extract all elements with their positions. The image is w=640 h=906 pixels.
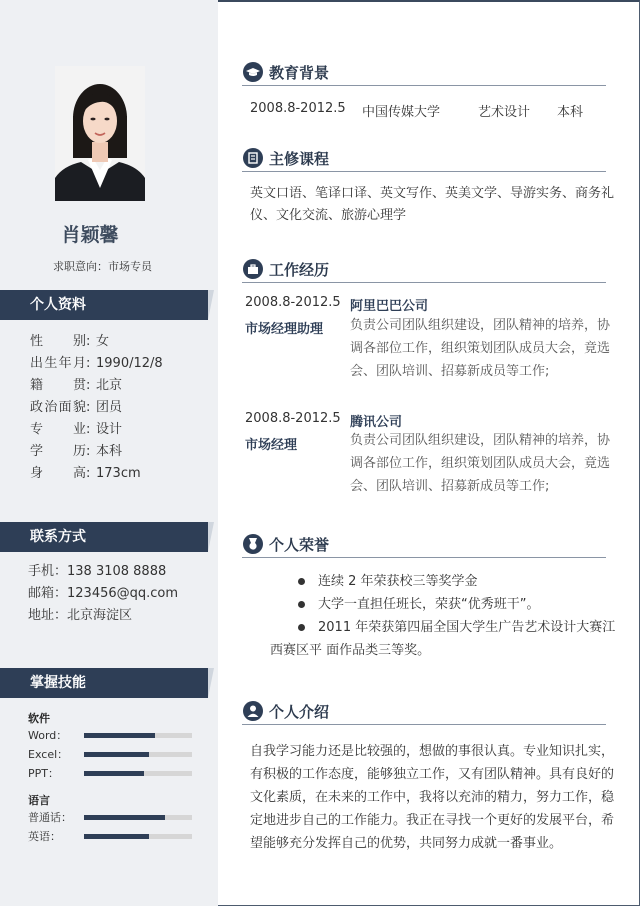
info-row-hometown: 籍 贯: 北京	[30, 376, 122, 396]
info-value: 团员	[96, 400, 123, 415]
graduation-cap-icon	[243, 62, 263, 82]
info-row-major: 专 业: 设计	[30, 420, 122, 440]
candidate-name: 肖颖馨	[61, 224, 119, 246]
bullet-icon	[298, 578, 305, 585]
skill-row-word	[28, 727, 198, 743]
contact-header	[0, 522, 208, 552]
skill-label: PPT：	[28, 767, 59, 780]
contact-phone: 手机：138 3108 8888	[28, 564, 167, 579]
skill-bar-fill	[84, 733, 155, 738]
skill-bar	[84, 771, 192, 776]
job-description: 负责公司团队组织建设，团队精神的培养，协调各部位工作，组织策划团队成员大会，竟选会、团队培训、招募新成员等工作;	[350, 433, 611, 494]
honor-item: 连续 2 年荣获校三等奖学金	[270, 570, 620, 593]
skill-bar	[84, 733, 192, 738]
intro-text: 自我学习能力还是比较强的，想做的事很认真。专业知识扎实，有积极的工作态度，能够独立工作，又有团队精神。具有良好的文化素质，在未来的工作中，我将以充沛的精力，努力工作，稳定地进步自己的工作能力。我正在寻找一个更好的发展平台，希望能够充分发挥自己的优势，共同努力成就一番事业。	[250, 744, 615, 851]
skill-row-excel	[28, 746, 198, 762]
education-degree: 本科	[557, 105, 584, 120]
skill-bar-fill	[84, 771, 144, 776]
info-value: 173cm	[96, 466, 141, 481]
honors-list	[270, 570, 620, 662]
honors-title: 个人荣誉	[269, 536, 330, 554]
contact-email: 邮箱：123456@qq.com	[28, 586, 179, 601]
contact-title: 联系方式	[30, 529, 86, 545]
info-key: 政治面貌	[30, 400, 86, 415]
education-title: 教育背景	[269, 64, 330, 82]
info-value: 设计	[96, 422, 123, 437]
courses-header	[242, 148, 606, 172]
info-row-birth: 出生年月: 1990/12/8	[30, 354, 163, 374]
skill-label: 普通话：	[28, 811, 72, 824]
info-value: 本科	[96, 444, 123, 459]
info-key: 出生年月	[30, 356, 86, 371]
courses-title: 主修课程	[269, 150, 330, 168]
honor-item: 2011 年荣获第四届全国大学生广告艺术设计大赛江西赛区平 面作品类三等奖。	[270, 620, 616, 658]
info-row-degree: 学 历: 本科	[30, 442, 122, 462]
job-position: 市场经理	[245, 438, 298, 453]
intro-title: 个人介绍	[269, 703, 330, 721]
skill-label: Word：	[28, 729, 68, 742]
skill-label: 英语：	[28, 830, 61, 843]
work-title: 工作经历	[269, 261, 330, 279]
info-key: 学 历	[30, 444, 86, 459]
job-period: 2008.8-2012.5	[245, 411, 341, 426]
skill-row-english	[28, 828, 198, 844]
job-description: 负责公司团队组织建设，团队精神的培养，协调各部位工作，组织策划团队成员大会，竟选会、团队培训、招募新成员等工作;	[350, 318, 611, 379]
bullet-icon	[298, 624, 305, 631]
info-value: 北京	[96, 378, 123, 393]
briefcase-icon	[243, 259, 263, 279]
personal-info-header	[0, 290, 208, 320]
skill-bar	[84, 834, 192, 839]
skill-row-mandarin	[28, 809, 198, 825]
info-row-gender: 性 别: 女	[30, 332, 109, 352]
skill-row-ppt	[28, 765, 198, 781]
info-row-height: 身 高: 173cm	[30, 464, 141, 484]
work-header	[242, 259, 606, 283]
skill-bar	[84, 815, 192, 820]
user-icon	[243, 701, 263, 721]
skill-bar-fill	[84, 815, 165, 820]
job-position: 市场经理助理	[245, 322, 324, 337]
honors-header	[242, 534, 606, 558]
education-major: 艺术设计	[478, 105, 531, 120]
honor-item: 大学一直担任班长，荣获“优秀班干”。	[270, 593, 620, 616]
job-period: 2008.8-2012.5	[245, 295, 341, 310]
intro-header	[242, 701, 606, 725]
skill-label: Excel：	[28, 748, 69, 761]
education-school: 中国传媒大学	[362, 105, 441, 120]
profile-photo	[55, 66, 145, 201]
software-label: 软件	[28, 712, 50, 725]
education-header	[242, 62, 606, 86]
contact-address: 地址：北京海淀区	[28, 608, 133, 623]
language-label: 语言	[28, 794, 50, 807]
skills-title: 掌握技能	[30, 675, 86, 691]
skill-bar-fill	[84, 834, 149, 839]
education-period: 2008.8-2012.5	[250, 101, 346, 116]
info-value: 女	[96, 334, 110, 349]
info-key: 性 别	[30, 334, 86, 349]
job-intent: 求职意向：市场专员	[53, 260, 152, 273]
info-value: 1990/12/8	[96, 356, 163, 371]
bullet-icon	[298, 601, 305, 608]
courses-text: 英文口语、笔译口译、英文写作、英美文学、导游实务、商务礼仪、文化交流、旅游心理学	[250, 186, 615, 223]
skills-header	[0, 668, 208, 698]
job-company: 阿里巴巴公司	[350, 299, 429, 314]
info-row-political: 政治面貌: 团员	[30, 398, 122, 418]
info-key: 籍 贯	[30, 378, 86, 393]
skill-bar-fill	[84, 752, 149, 757]
personal-info-title: 个人资料	[30, 297, 86, 313]
info-key: 身 高	[30, 466, 86, 481]
job-company: 腾讯公司	[350, 415, 403, 430]
medal-icon	[243, 534, 263, 554]
skill-bar	[84, 752, 192, 757]
book-icon	[243, 148, 263, 168]
info-key: 专 业	[30, 422, 86, 437]
left-column	[0, 0, 218, 906]
